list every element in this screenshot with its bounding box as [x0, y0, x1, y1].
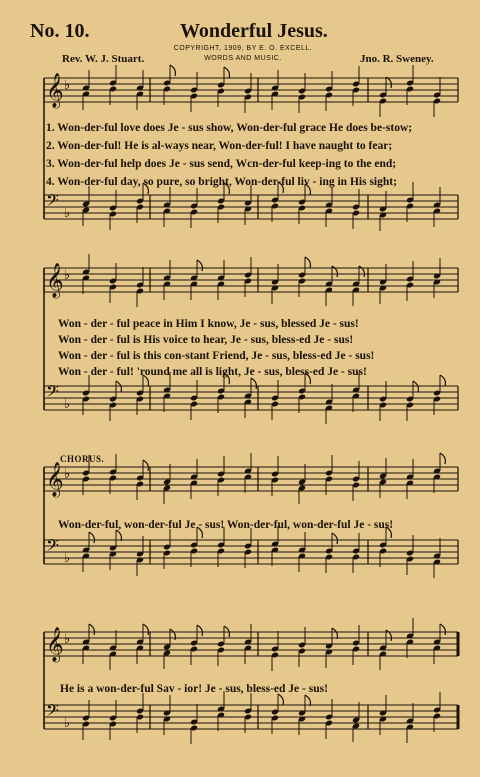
note-flag — [116, 530, 121, 541]
note-flag — [170, 65, 175, 76]
note-flag — [305, 695, 310, 706]
bass-clef-icon: 𝄢 — [46, 190, 59, 214]
verse-line-2: 2. Won-der-ful! He is al-ways near, Won-der-ful! I have naught to fear; — [46, 140, 393, 152]
treble-clef-icon: 𝄞 — [46, 462, 64, 497]
composer-credit: Jno. R. Sweney. — [360, 53, 434, 65]
note-flag — [386, 77, 391, 88]
refrain-line-1: Won - der - ful peace in Him I know, Je - sus, blessed Je - sus! — [58, 318, 359, 330]
note-flag — [89, 624, 94, 635]
note-flag — [440, 453, 445, 464]
refrain-line-3: Won - der - ful is this con-stant Friend, Je - sus, bless-ed Je - sus! — [58, 350, 375, 362]
flat-sign-icon: ♭ — [64, 632, 71, 647]
bass-clef-icon: 𝄢 — [46, 700, 59, 724]
flat-sign-icon: ♭ — [64, 78, 71, 93]
note-flag — [197, 260, 202, 271]
note-flag — [278, 694, 283, 705]
verse-line-4: 4. Won-der-ful day, so pure, so bright, Won-der-ful liv - ing in His sight; — [46, 176, 397, 188]
bass-clef-icon: 𝄢 — [46, 381, 59, 405]
verse-line-1: 1. Won-der-ful love does Je - sus show, Won-der-ful grace He does be-stow; — [46, 122, 413, 134]
flat-sign-icon: ♭ — [64, 206, 71, 221]
chorus-line-2: He is a won-der-ful Sav - ior! Je - sus, bless-ed Je - sus! — [60, 683, 328, 695]
flat-sign-icon: ♭ — [64, 397, 71, 412]
note-flag — [143, 460, 148, 471]
hymn-number: No. 10. — [30, 20, 90, 42]
hymn-title: Wonderful Jesus. — [180, 20, 328, 42]
bass-clef-icon: 𝄢 — [46, 535, 59, 559]
flat-sign-icon: ♭ — [64, 467, 71, 482]
note-flag — [89, 532, 94, 543]
rights-notice: WORDS AND MUSIC. — [204, 55, 282, 62]
flat-sign-icon: ♭ — [64, 268, 71, 283]
treble-clef-icon: 𝄞 — [46, 263, 64, 298]
note-flag — [224, 67, 229, 78]
note-flag — [143, 624, 148, 635]
note-flag — [440, 624, 445, 635]
note-flag — [332, 628, 337, 639]
note-flag — [305, 257, 310, 268]
verse-line-3: 3. Won-der-ful help does Je - sus send, Wcn-der-ful keep-ing to the end; — [46, 158, 397, 170]
refrain-line-2: Won - der - ful is His voice to hear, Je - sus, bless-ed Je - sus! — [58, 334, 354, 346]
note-flag — [197, 625, 202, 636]
refrain-line-4: Won - der - ful! 'round me all is light, Je - sus, bless-ed Je - sus! — [58, 366, 367, 378]
treble-clef-icon: 𝄞 — [46, 73, 64, 108]
note-flag — [251, 378, 256, 389]
flat-sign-icon: ♭ — [64, 716, 71, 731]
chorus-label: CHORUS. — [60, 454, 105, 464]
treble-clef-icon: 𝄞 — [46, 627, 64, 662]
note-flag — [332, 533, 337, 544]
flat-sign-icon: ♭ — [64, 551, 71, 566]
note-flag — [440, 375, 445, 386]
chorus-line-1: Won-der-ful, won-der-ful Je - sus! Won-der-ful, won-der-ful Je - sus! — [58, 519, 394, 531]
author-credit: Rev. W. J. Stuart. — [62, 53, 145, 65]
copyright-notice: COPYRIGHT, 1909, BY E. O. EXCELL. — [173, 45, 313, 52]
